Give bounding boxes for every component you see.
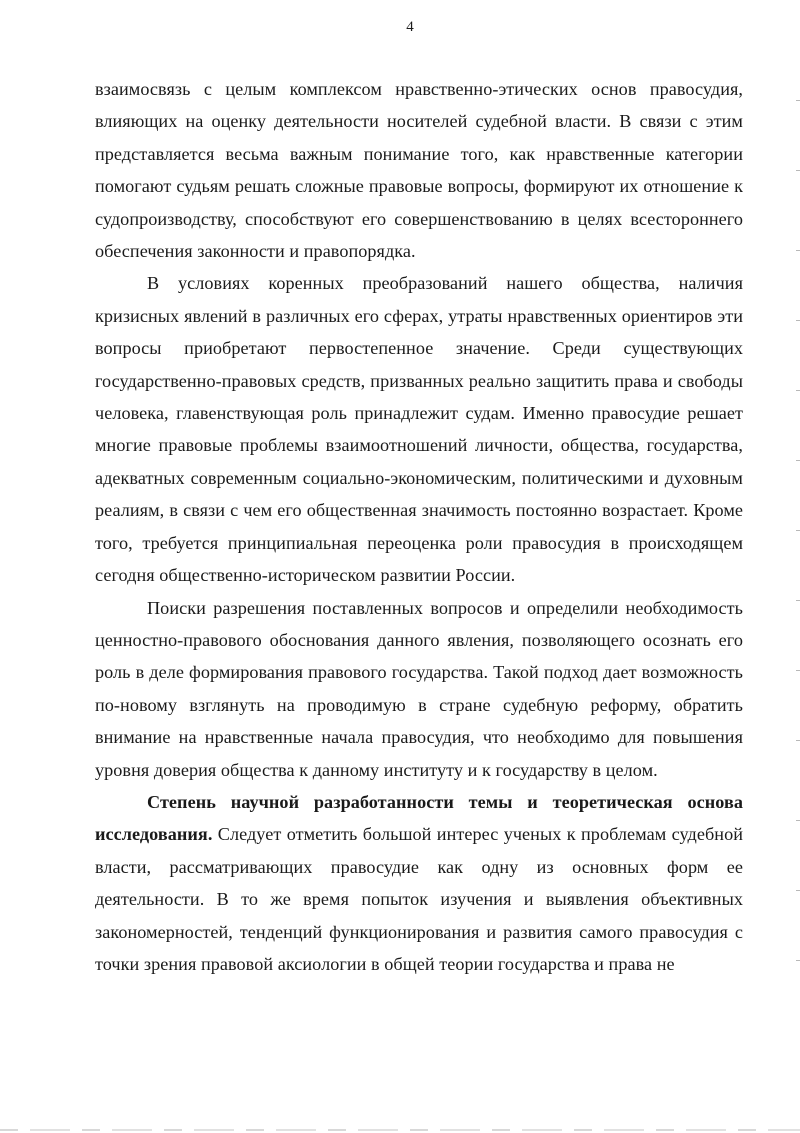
paragraph-1: взаимосвязь с целым комплексом нравственно-этических основ правосудия, влияющих на оценку деятельности носителей судебной власти. В связи с этим представляется весьма важным понимание того, как нравственные категории помогают судьям решать сложные правовые вопросы, формируют их отношение к судопроизводству, способствуют его совершенствованию в целях всестороннего обеспечения законности и правопорядка.: [95, 79, 743, 262]
paragraph-2: В условиях коренных преобразований нашего общества, наличия кризисных явлений в различных его сферах, утраты нравственных ориентиров эти вопросы приобретают первостепенное значение. Среди существующих государственно-правовых средств, призванных реально защитить права и свободы человека, главенствующая роль принадлежит судам. Именно правосудие решает многие правовые проблемы взаимоотношений личности, общества, государства, адекватных современным социально-экономическим, политическими и духовным реалиям, в связи с чем его общественная значимость постоянно возрастает. Кроме того, требуется принципиальная переоценка роли правосудия в происходящем сегодня общественно-историческом развитии России.: [95, 273, 743, 586]
paragraph-4: [95, 786, 743, 980]
paragraph-4-text: Следует отметить большой интерес ученых к проблемам судебной власти, рассматривающих правосудие как одну из основных форм ее деятельности. В то же время попыток изучения и выявления объективных закономерностей, тенденций функционирования и развития самого правосудия с точки зрения правовой аксиологии в общей теории государства и права не: [95, 824, 743, 974]
scan-bottom-edge: [0, 1129, 800, 1131]
scan-edge-marks: [792, 60, 800, 1060]
section-heading-lead: Степень научной разработанности темы и теоретическая основа исследования.: [95, 791, 743, 845]
page-number: 4: [406, 19, 414, 35]
document-body: [95, 73, 743, 980]
paragraph-3: Поиски разрешения поставленных вопросов и определили необходимость ценностно-правового обоснования данного явления, позволяющего осознать его роль в деле формирования правового государства. Такой подход дает возможность по-новому взглянуть на проводимую в стране судебную реформу, обратить внимание на нравственные начала правосудия, что необходимо для повышения уровня доверия общества к данному институту и к государству в целом.: [95, 597, 743, 780]
